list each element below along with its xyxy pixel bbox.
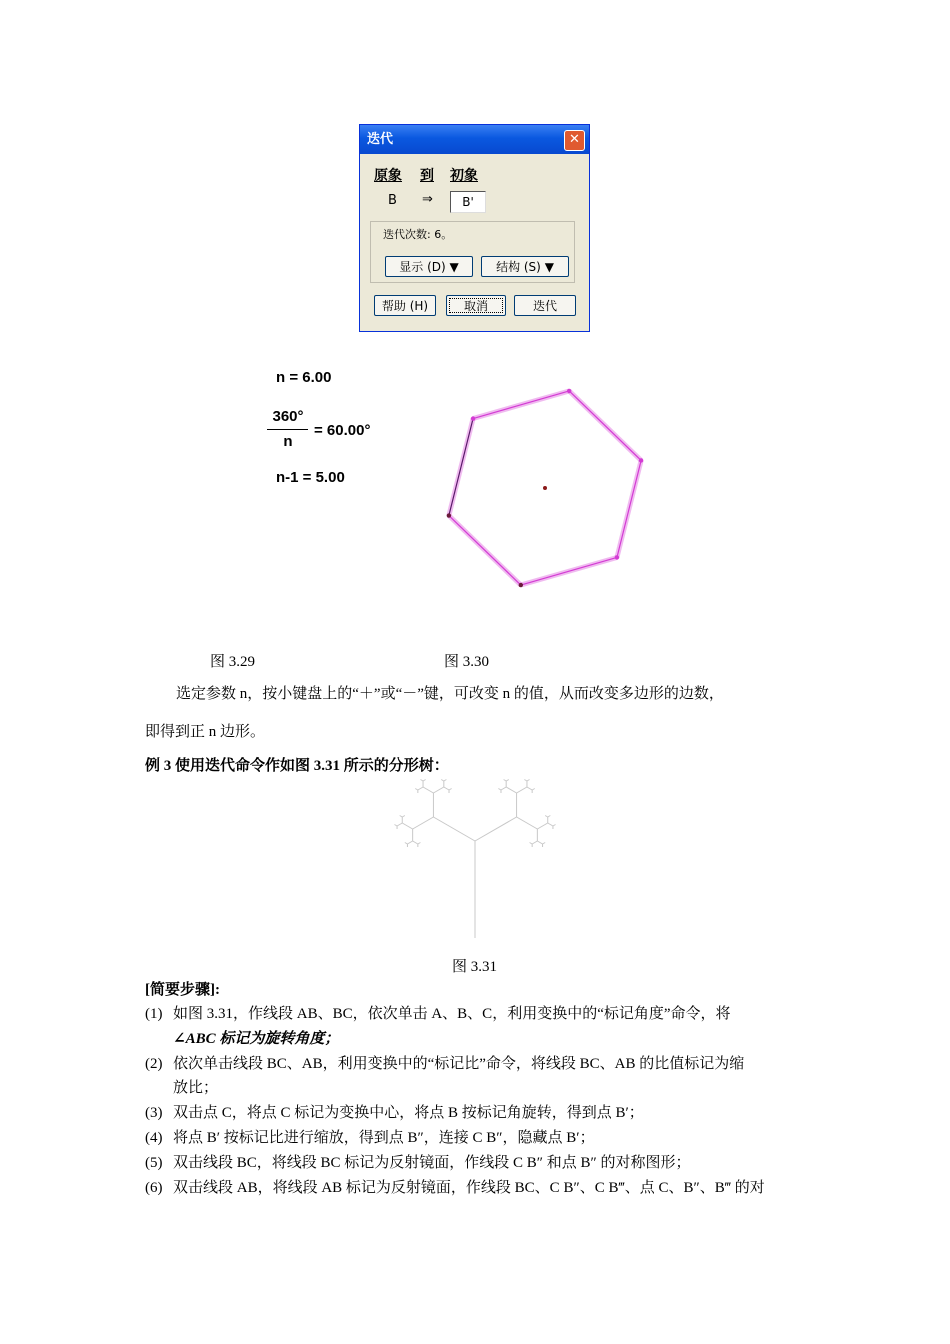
tree-branch (423, 780, 426, 782)
step-text: 双击点 C，将点 C 标记为变换中心，将点 B 按标记角旋转，得到点 B′； (173, 1105, 644, 1121)
tree-branch (532, 841, 537, 844)
caption-fig-3-30: 图 3.30 (444, 654, 490, 670)
step-6 (145, 1176, 765, 1200)
tree-branch (418, 787, 423, 790)
hexagon-edge (449, 419, 473, 516)
fractal-tree-shape (394, 780, 555, 939)
header-to: 到 (420, 168, 434, 184)
tree-branch (475, 817, 517, 841)
tree-branch (449, 789, 452, 791)
hexagon-edge (521, 557, 617, 585)
step-1-cont (173, 1027, 339, 1051)
step-number: (3) (145, 1105, 163, 1121)
paragraph-line-1: 选定参数 n，按小键盘上的“＋”或“－”键，可改变 n 的值，从而改变多边形的边数， (176, 686, 724, 702)
tree-branch (400, 816, 403, 818)
tree-branch (407, 841, 412, 844)
tree-branch (532, 789, 535, 791)
tree-branch (420, 780, 423, 782)
tree-branch (444, 787, 449, 790)
tree-branch (423, 787, 433, 793)
close-icon[interactable]: ✕ (564, 130, 585, 151)
tree-branch (543, 843, 546, 845)
iterate-button[interactable]: 迭代 (514, 295, 576, 316)
caption-fig-3-31: 图 3.31 (452, 959, 498, 975)
step-number: (5) (145, 1155, 163, 1171)
paragraph-line-2: 即得到正 n 边形。 (145, 724, 266, 740)
tree-branch (506, 780, 509, 782)
step-text: 放比； (173, 1080, 219, 1096)
tree-branch (397, 823, 402, 826)
help-button[interactable]: 帮助 (H) (374, 295, 436, 316)
fractal-tree-figure (380, 770, 570, 942)
step-text: 依次单击线段 BC、AB，利用变换中的“标记比”命令，将线段 BC、AB 的比值标记为缩 (173, 1056, 745, 1072)
tree-branch (537, 823, 547, 829)
display-label: 显示 (D) (399, 260, 446, 274)
formula-fraction-result: = 60.00° (314, 422, 371, 439)
tree-branch (433, 787, 443, 793)
step-text: 双击线段 BC，将线段 BC 标记为反射镜面，作线段 C B″ 和点 B″ 的对称图形； (173, 1155, 691, 1171)
hexagon-shape (447, 389, 644, 587)
fraction-bar (267, 429, 308, 430)
tree-branch (548, 823, 553, 826)
tree-branch (545, 816, 548, 818)
tree-branch (506, 787, 516, 793)
structure-label: 结构 (S) (496, 260, 541, 274)
step-text: 如图 3.31，作线段 AB、BC，依次单击 A、B、C，利用变换中的“标记角度”命令，将 (173, 1006, 731, 1022)
dialog-title: 迭代 (367, 132, 394, 147)
display-dropdown[interactable] (385, 256, 473, 277)
hexagon-edge (473, 391, 569, 419)
dropdown-arrow-icon: ▼ (544, 260, 554, 274)
step-1 (145, 1002, 731, 1026)
tree-branch (527, 780, 530, 782)
step-3 (145, 1101, 644, 1125)
caption-fig-3-29: 图 3.29 (210, 654, 256, 670)
structure-dropdown[interactable] (481, 256, 569, 277)
formula-n-minus-1: n-1 = 5.00 (276, 469, 345, 486)
dropdown-arrow-icon: ▼ (449, 260, 459, 274)
tree-branch (553, 825, 556, 827)
step-number: (2) (145, 1056, 163, 1072)
hexagon-edge (449, 516, 521, 585)
formula-n: n = 6.00 (276, 369, 332, 386)
tree-branch (413, 817, 434, 829)
tree-branch (433, 817, 475, 841)
tree-branch (548, 816, 551, 818)
iteration-count: 迭代次数: 6。 (383, 228, 453, 241)
tree-branch (517, 787, 527, 793)
tree-branch (530, 843, 533, 845)
tree-branch (402, 816, 405, 818)
tree-branch (517, 817, 538, 829)
hexagon-vertex (471, 416, 475, 420)
hexagon-vertex (519, 583, 523, 587)
tree-branch (504, 780, 507, 782)
step-number: (4) (145, 1130, 163, 1146)
example-heading: 例 3 使用迭代命令作如图 3.31 所示的分形树： (145, 758, 449, 774)
step-number: (6) (145, 1180, 163, 1196)
formula-fraction-numerator: 360° (272, 408, 304, 425)
tree-branch (527, 787, 532, 790)
step-2 (145, 1052, 744, 1076)
header-preimage: 原象 (374, 168, 402, 184)
step-number: (1) (145, 1006, 163, 1022)
hexagon-edge (617, 460, 641, 557)
hexagon-vertex (447, 513, 451, 517)
tree-branch (524, 780, 527, 782)
tree-branch (501, 787, 506, 790)
step-2-cont (173, 1076, 218, 1100)
dialog-titlebar (360, 125, 589, 154)
tree-branch (413, 841, 418, 844)
tree-branch (441, 780, 444, 782)
step-5 (145, 1151, 691, 1175)
tree-branch (405, 843, 408, 845)
header-image: 初象 (450, 168, 478, 184)
iterate-dialog (359, 124, 590, 332)
options-group (370, 221, 575, 283)
tree-branch (444, 780, 447, 782)
hexagon-vertex (615, 555, 619, 559)
image-point-field[interactable]: B' (450, 191, 486, 213)
tree-branch (498, 789, 501, 791)
tree-branch (418, 843, 421, 845)
steps-heading: [简要步骤]: (145, 982, 220, 998)
tree-branch (415, 789, 418, 791)
tree-branch (537, 841, 542, 844)
step-text: 双击线段 AB，将线段 AB 标记为反射镜面，作线段 BC、C B″、C B‴、点 C、B″、B‴ 的对 (173, 1180, 765, 1196)
formula-fraction-denominator: n (283, 433, 293, 450)
tree-branch (394, 825, 397, 827)
step-text: ∠ABC 标记为旋转角度； (173, 1031, 340, 1047)
preimage-point: B (388, 193, 397, 208)
tree-branch (402, 823, 412, 829)
hexagon-figure (430, 375, 660, 605)
hexagon-vertex (567, 389, 571, 393)
step-text: 将点 B′ 按标记比进行缩放，得到点 B″，连接 C B″，隐藏点 B′； (173, 1130, 595, 1146)
step-4 (145, 1126, 595, 1150)
hexagon-edge (569, 391, 641, 460)
hexagon-center-point (543, 486, 547, 490)
arrow-icon: ⇒ (422, 192, 433, 207)
cancel-button[interactable]: 取消 (446, 295, 506, 316)
